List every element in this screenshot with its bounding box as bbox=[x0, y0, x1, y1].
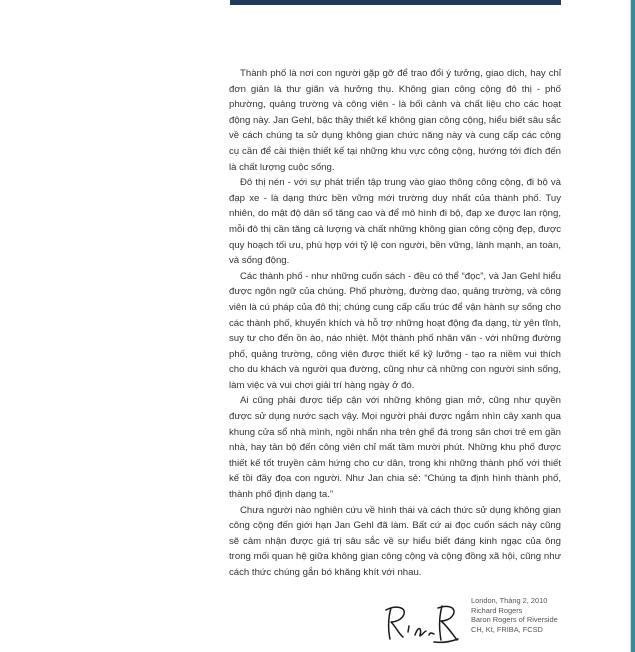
paragraph-2: Đô thị nén - với sự phát triển tập trung vào giao thông công cộng, đi bộ và đạp xe - là dạng thức bền vững mới trường duy nhất của thành phố. Tuy nhiên, do mật độ dân số tăng cao và để mô hình đi bộ, đạp xe được lan rộng, mỗi đô thị cần tăng cả lượng và chất những không gian công cộng đẹp, được quy hoạch tối ưu, phù hợp với tỷ lệ con người, bền vững, lành mạnh, an toàn, và sống động. bbox=[229, 177, 561, 267]
paragraph-4: Ai cũng phải được tiếp cận với những không gian mở, cũng như quyền được sử dụng nước sạch vậy. Mọi người phải được ngắm nhìn cây xanh qua khung cửa sổ nhà mình, ngồi nhẩn nha trên ghế đá trong sân chơi trẻ em gần nhà, hay tản bộ đến công viên chỉ mất tầm mười phút. Những khu phố được thiết kế tốt truyền cảm hứng cho cư dân, trong khi những thành phố với thiết kế tồi đầy đọa con người. Như Jan chia sẻ: “Chúng ta định hình thành phố, thành phố định dạng ta.” bbox=[229, 395, 561, 501]
signature-title: Baron Rogers of Riverside bbox=[471, 615, 558, 625]
signature-details bbox=[471, 596, 571, 634]
page-edge-stripe bbox=[631, 0, 635, 652]
signature-block bbox=[380, 596, 570, 648]
header-bar bbox=[230, 0, 561, 5]
signature-place-date: London, Tháng 2, 2010 bbox=[471, 596, 548, 605]
foreword-body bbox=[229, 66, 561, 581]
signature-honours: CH, Kt, FRIBA, FCSD bbox=[471, 624, 543, 634]
paragraph-1: Thành phố là nơi con người gặp gỡ để trao đổi ý tưởng, giao dịch, hay chỉ đơn giản là thư giãn và hưởng thụ. Không gian công cộng đô thị - phố phường, quảng trường và công viên - là bối cảnh và chất liệu cho các hoạt động này. Jan Gehl, bậc thầy thiết kế không gian công cộng, hiểu biết sâu sắc về cách chúng ta sử dụng không gian chức năng này và cung cấp các công cụ cần để cải thiện thiết kế tại những khu vực công cộng, hướng tới đích đến là chất lượng cuộc sống. bbox=[229, 68, 561, 173]
paragraph-3: Các thành phố - như những cuốn sách - đều có thể “đọc”, và Jan Gehl hiểu được ngôn ngữ của chúng. Phố phường, đường dạo, quảng trường, và công viên là cú pháp của đô thị; chúng cung cấp cấu trúc để vận hành sự sống cho các thành phố, khuyến khích và hỗ trợ những hoạt động đa dạng, từ yên tĩnh, suy tư cho đến ồn ào, náo nhiệt. Một thành phố nhân văn - với những đường phố, quảng trường, công viên được thiết kế kỹ lưỡng - tạo ra niềm vui thích cho du khách và người qua đường, cũng như cả những con người sinh sống, làm việc và vui chơi giải trí hàng ngày ở đó. bbox=[229, 270, 561, 391]
signature-name: Richard Rogers bbox=[471, 605, 523, 615]
handwritten-signature bbox=[382, 602, 464, 644]
paragraph-5: Chưa người nào nghiên cứu về hình thái và cách thức sử dụng không gian công cộng đến giới hạn Jan Gehl đã làm. Bất cứ ai đọc cuốn sách này cũng sẽ cảm nhận được giá trị sâu sắc về sự hiểu biết đáng kinh ngạc của ông trong mối quan hệ giữa không gian công cộng và cộng đồng xã hội, cũng như cách thức chúng gắn bó khăng khít với nhau. bbox=[229, 504, 561, 578]
